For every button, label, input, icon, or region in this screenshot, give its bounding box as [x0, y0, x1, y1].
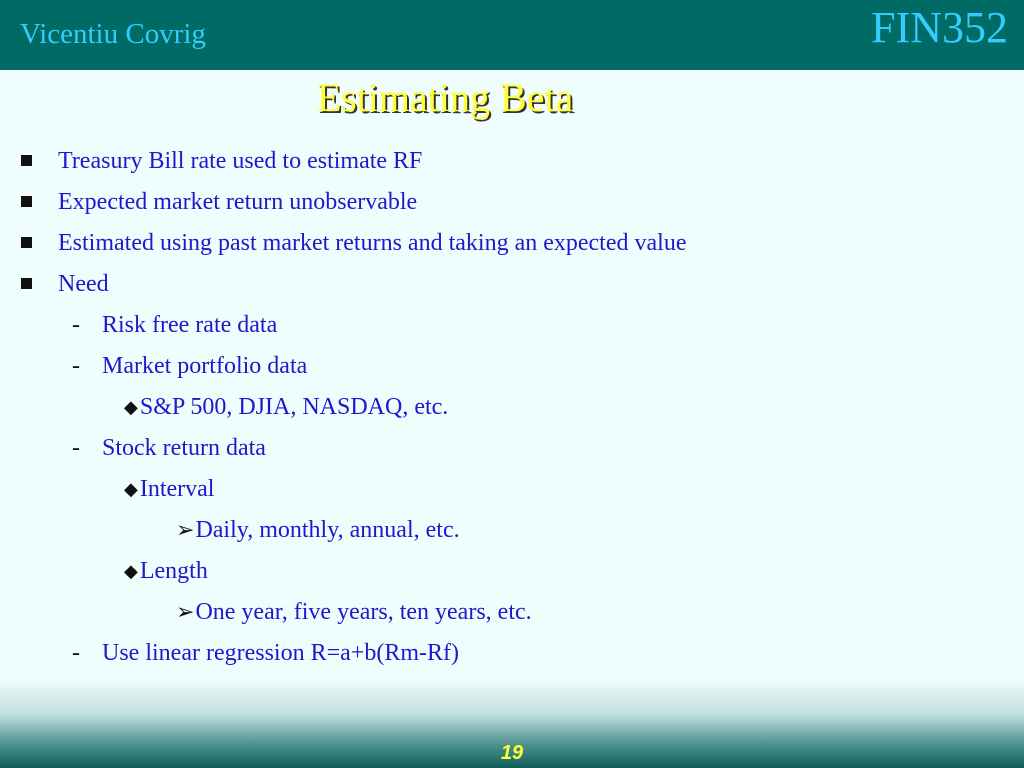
level4-bullet-item	[176, 515, 460, 545]
dash-bullet-icon: -	[72, 435, 80, 461]
bullet-item	[58, 228, 686, 258]
bullet-text: Length	[139, 558, 208, 584]
sub-bullet-item	[72, 638, 459, 668]
sub-bullet-item	[72, 310, 278, 340]
bullet-item	[58, 269, 109, 299]
bullet-item	[58, 146, 422, 176]
bullet-item	[58, 187, 417, 217]
bullet-text: Market portfolio data	[102, 353, 308, 379]
bullet-text: Interval	[139, 476, 215, 502]
sub-sub-bullet-item	[124, 474, 214, 504]
bullet-text: Use linear regression R=a+b(Rm-Rf)	[102, 640, 459, 666]
square-bullet-icon	[21, 278, 32, 289]
square-bullet-icon	[21, 196, 32, 207]
bullet-text: Estimated using past market returns and taking an expected value	[58, 230, 687, 256]
bullet-text: Need	[58, 271, 109, 297]
page-number: 19	[500, 742, 524, 764]
course-code: FIN352	[871, 3, 1008, 52]
bullet-text: Daily, monthly, annual, etc.	[195, 517, 460, 543]
bullet-text: Expected market return unobservable	[58, 189, 418, 215]
sub-sub-bullet-item	[124, 392, 448, 422]
slide-header	[0, 0, 1024, 70]
bullet-text: Stock return data	[102, 435, 266, 461]
sub-bullet-item	[72, 351, 308, 381]
bullet-text: S&P 500, DJIA, NASDAQ, etc.	[139, 394, 449, 420]
diamond-bullet-icon: ◆	[124, 561, 138, 581]
arrow-bullet-icon: ➢	[176, 517, 195, 542]
sub-sub-bullet-item	[124, 556, 208, 586]
dash-bullet-icon: -	[72, 353, 80, 379]
square-bullet-icon	[21, 155, 32, 166]
level4-bullet-item	[176, 597, 532, 627]
bullet-text: Treasury Bill rate used to estimate RF	[58, 148, 423, 174]
arrow-bullet-icon: ➢	[176, 599, 195, 624]
bullet-text: Risk free rate data	[102, 312, 278, 338]
square-bullet-icon	[21, 237, 32, 248]
dash-bullet-icon: -	[72, 640, 80, 666]
bullet-text: One year, five years, ten years, etc.	[195, 599, 532, 625]
author-name: Vicentiu Covrig	[20, 18, 206, 50]
dash-bullet-icon: -	[72, 312, 80, 338]
diamond-bullet-icon: ◆	[124, 397, 138, 417]
diamond-bullet-icon: ◆	[124, 479, 138, 499]
slide-title: Estimating Beta	[316, 75, 574, 120]
sub-bullet-item	[72, 433, 266, 463]
